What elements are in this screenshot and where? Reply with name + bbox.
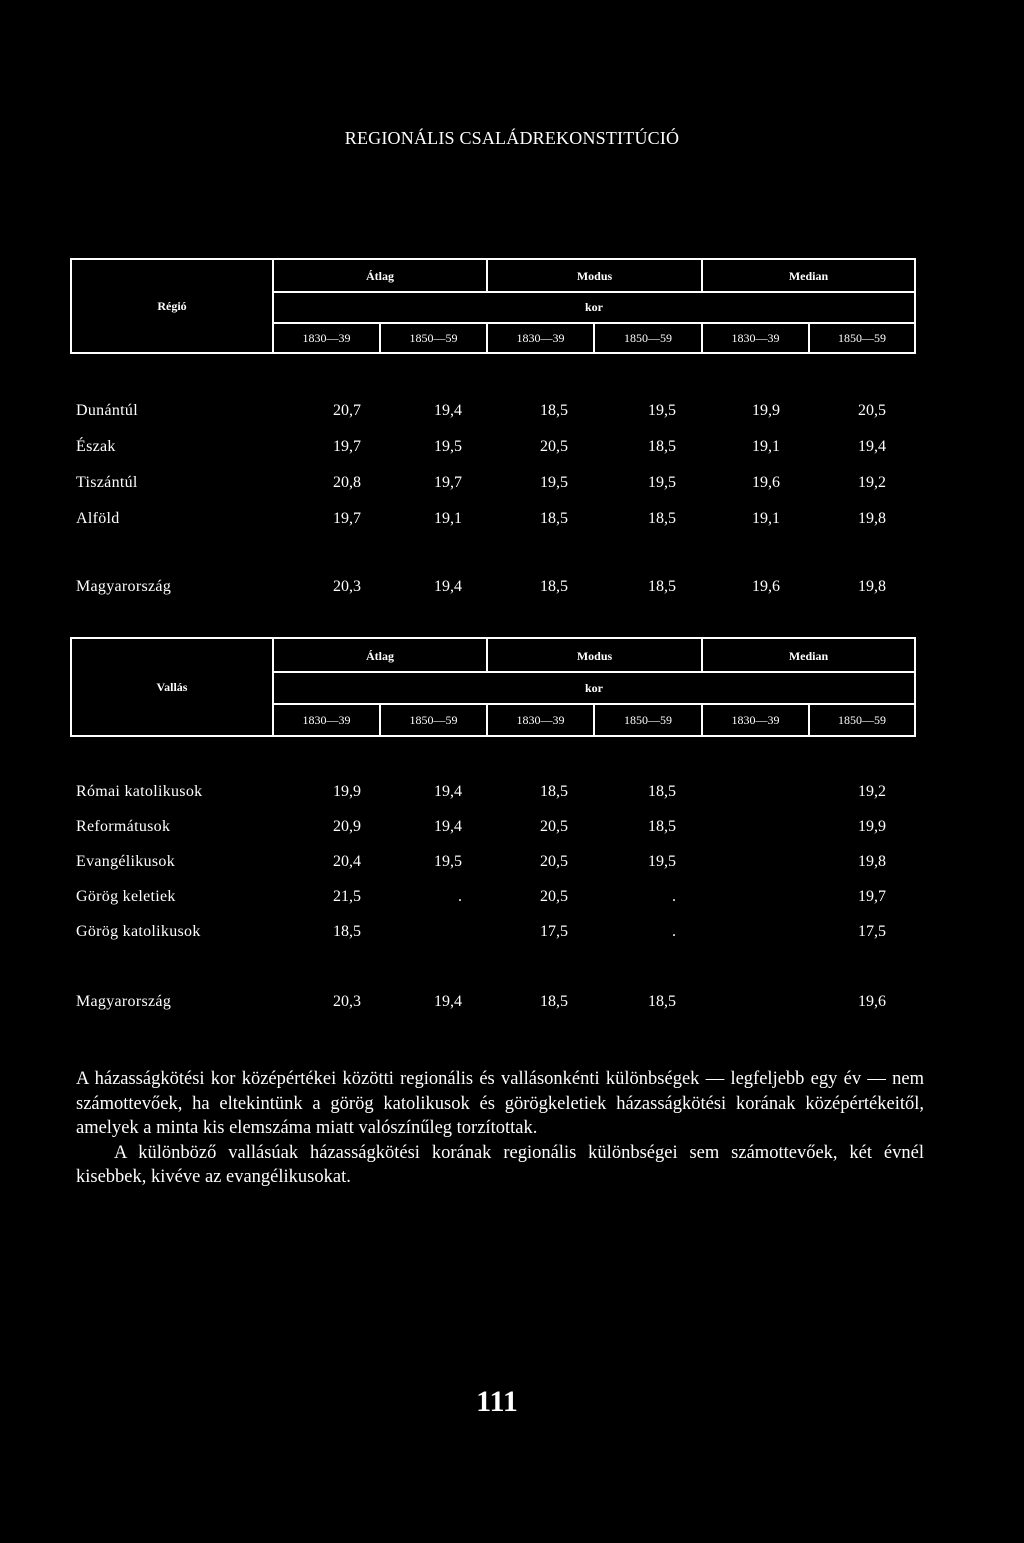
value-cell: 20,5 xyxy=(540,818,568,835)
value-cell: 19,1 xyxy=(752,510,780,527)
row-label: Evangélikusok xyxy=(76,853,175,870)
value-cell: 19,5 xyxy=(648,402,676,419)
value-cell: 19,8 xyxy=(858,578,886,595)
value-cell: 20,7 xyxy=(333,402,361,419)
value-cell: 19,4 xyxy=(434,818,462,835)
table1-data-row xyxy=(76,510,936,534)
value-cell: 19,6 xyxy=(858,993,886,1010)
table1-period-6: 1850—59 xyxy=(838,330,886,345)
value-cell: 19,4 xyxy=(434,783,462,800)
value-cell: 19,5 xyxy=(434,438,462,455)
value-cell: 20,3 xyxy=(333,578,361,595)
value-cell: 19,4 xyxy=(858,438,886,455)
value-cell: 19,8 xyxy=(858,510,886,527)
value-cell: 17,5 xyxy=(540,923,568,940)
value-cell: 20,9 xyxy=(333,818,361,835)
value-cell: 19,1 xyxy=(752,438,780,455)
value-cell: 19,5 xyxy=(434,853,462,870)
value-cell: 19,6 xyxy=(752,578,780,595)
table2-corner-label: Vallás xyxy=(156,679,188,694)
table2-period-6: 1850—59 xyxy=(838,712,886,727)
value-cell: 19,2 xyxy=(858,783,886,800)
table1-total-row xyxy=(76,578,936,602)
value-cell: 19,9 xyxy=(333,783,361,800)
value-cell: 19,4 xyxy=(434,993,462,1010)
table1-data-row xyxy=(76,474,936,498)
running-head: REGIONÁLIS CSALÁDREKONSTITÚCIÓ xyxy=(344,128,680,148)
row-label: Magyarország xyxy=(76,993,172,1010)
table2-period-3: 1830—39 xyxy=(516,712,565,727)
table2-header xyxy=(70,637,916,737)
table2-group-modus: Modus xyxy=(576,648,613,663)
table2-period-4: 1850—59 xyxy=(624,712,672,727)
table1-group-median: Median xyxy=(788,269,829,283)
table1-data-row xyxy=(76,402,936,426)
value-cell: . xyxy=(672,888,676,905)
table1-corner-label: Régió xyxy=(157,298,187,313)
table2-period-2: 1850—59 xyxy=(409,712,458,727)
table2-data-row xyxy=(76,818,936,842)
row-label: Észak xyxy=(76,438,116,455)
value-cell: 18,5 xyxy=(540,993,568,1010)
value-cell: 19,9 xyxy=(752,402,780,419)
row-label: Tiszántúl xyxy=(76,474,138,491)
table2-group-median: Median xyxy=(788,648,829,663)
row-label: Reformátusok xyxy=(76,818,171,835)
table2-data-row xyxy=(76,783,936,807)
value-cell: 19,5 xyxy=(648,853,676,870)
row-label: Római katolikusok xyxy=(76,783,203,800)
value-cell: 19,7 xyxy=(434,474,462,491)
value-cell: 18,5 xyxy=(540,510,568,527)
table2-total-row xyxy=(76,993,936,1017)
table1-subhead: kor xyxy=(585,300,603,314)
table1-data-row xyxy=(76,438,936,462)
paragraph-1: A házasságkötési kor középértékei közötti regionális és vallásonkénti különbségek — legfeljebb egy év — nem számottevőek, ha eltekintünk a görög katolikusok és görögkeletiek házasságkötési korának középértékeitől, amelyek a minta kis elemszáma miatt valószínűleg torzítottak. xyxy=(76,1069,924,1138)
value-cell: 18,5 xyxy=(648,993,676,1010)
row-label: Magyarország xyxy=(76,578,172,595)
value-cell: 19,5 xyxy=(540,474,568,491)
value-cell: 18,5 xyxy=(540,578,568,595)
body-text xyxy=(76,1067,924,1190)
value-cell: 19,7 xyxy=(858,888,886,905)
value-cell: 19,5 xyxy=(648,474,676,491)
value-cell: 18,5 xyxy=(648,438,676,455)
value-cell: 19,4 xyxy=(434,578,462,595)
value-cell: 18,5 xyxy=(648,578,676,595)
table2-subhead: kor xyxy=(585,680,603,695)
table2-data-row xyxy=(76,923,936,947)
value-cell: 18,5 xyxy=(540,402,568,419)
row-label: Görög keletiek xyxy=(76,888,176,905)
value-cell: 19,4 xyxy=(434,402,462,419)
value-cell: 18,5 xyxy=(333,923,361,940)
value-cell: 19,8 xyxy=(858,853,886,870)
table1-period-3: 1830—39 xyxy=(516,330,565,345)
row-label: Alföld xyxy=(76,510,120,527)
table1-period-4: 1850—59 xyxy=(624,330,672,345)
table2-data-row xyxy=(76,888,936,912)
value-cell: 20,4 xyxy=(333,853,361,870)
table1-group-modus: Modus xyxy=(576,269,613,283)
value-cell: 17,5 xyxy=(858,923,886,940)
table2-period-1: 1830—39 xyxy=(302,712,351,727)
table1-header xyxy=(70,258,916,354)
value-cell: 20,5 xyxy=(540,888,568,905)
value-cell: 18,5 xyxy=(648,783,676,800)
value-cell: 20,5 xyxy=(540,853,568,870)
value-cell: 18,5 xyxy=(648,818,676,835)
value-cell: 21,5 xyxy=(333,888,361,905)
value-cell: 20,3 xyxy=(333,993,361,1010)
value-cell: . xyxy=(672,923,676,940)
table2-data-row xyxy=(76,853,936,877)
table1-period-2: 1850—59 xyxy=(409,330,458,345)
value-cell: 19,9 xyxy=(858,818,886,835)
value-cell: 19,7 xyxy=(333,510,361,527)
value-cell: . xyxy=(458,888,462,905)
row-label: Görög katolikusok xyxy=(76,923,201,940)
value-cell: 20,5 xyxy=(858,402,886,419)
table2-group-atlag: Átlag xyxy=(366,648,394,663)
table2-period-5: 1830—39 xyxy=(731,712,780,727)
value-cell: 19,2 xyxy=(858,474,886,491)
value-cell: 18,5 xyxy=(648,510,676,527)
value-cell: 20,5 xyxy=(540,438,568,455)
row-label: Dunántúl xyxy=(76,402,138,419)
value-cell: 20,8 xyxy=(333,474,361,491)
page-number: 111 xyxy=(476,1385,518,1418)
table1-period-5: 1830—39 xyxy=(731,330,780,345)
value-cell: 19,1 xyxy=(434,510,462,527)
value-cell: 19,6 xyxy=(752,474,780,491)
value-cell: 18,5 xyxy=(540,783,568,800)
table1-period-1: 1830—39 xyxy=(302,330,351,345)
table1-group-atlag: Átlag xyxy=(366,269,394,283)
paragraph-2: A különböző vallásúak házasságkötési korának regionális különbségei sem számottevőek, két évnél kisebbek, kivéve az evangélikusokat. xyxy=(76,1142,924,1187)
value-cell: 19,7 xyxy=(333,438,361,455)
